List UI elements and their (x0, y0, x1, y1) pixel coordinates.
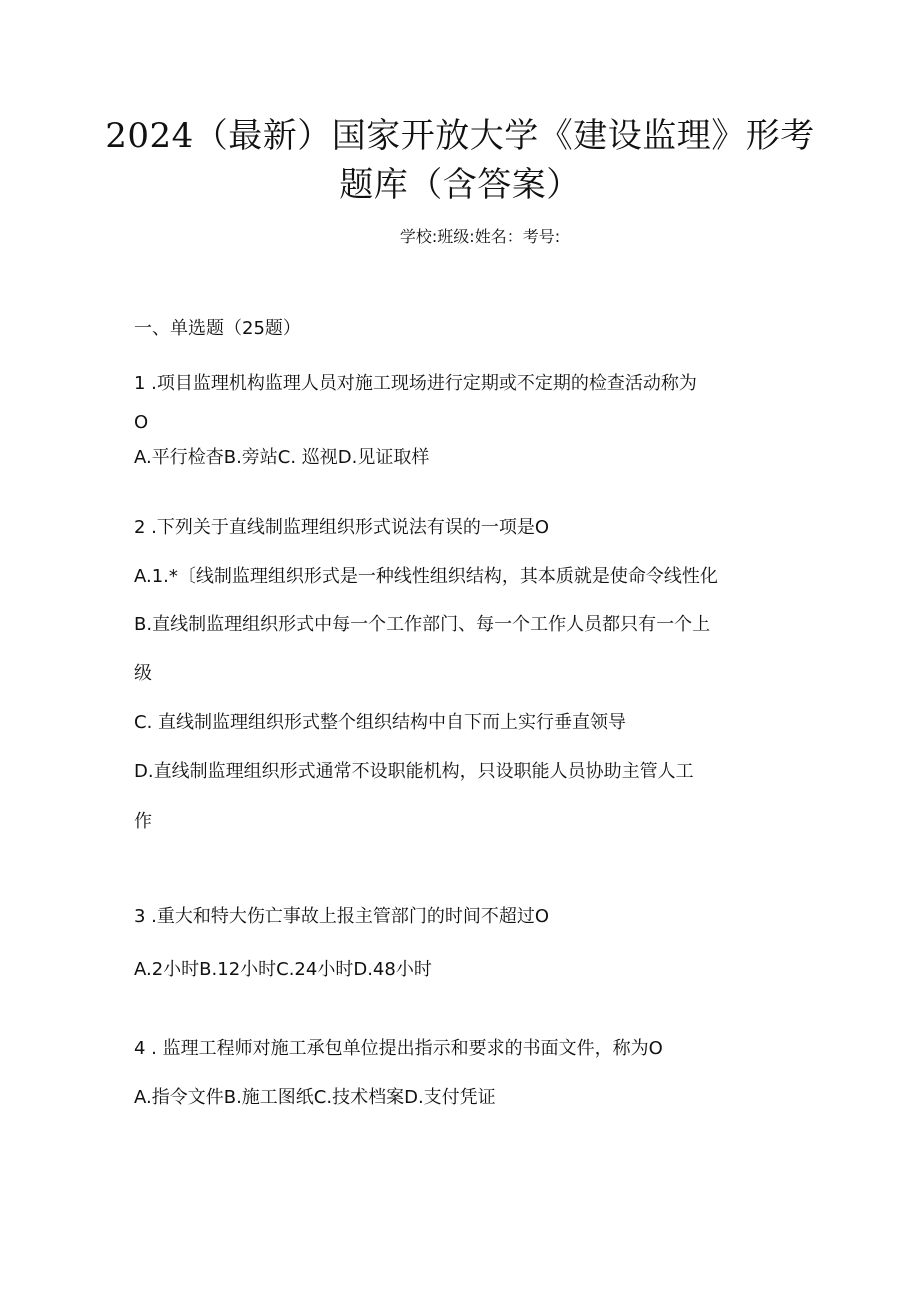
section-heading: 一、单选题（25题） (134, 318, 301, 339)
question-2-option-b-line-1: B.直线制监理组织形式中每一个工作部门、每一个工作人员都只有一个上 (134, 614, 711, 635)
question-1-options: A.平行检杳B.旁站C. 巡视D.见证取样 (134, 447, 430, 468)
question-1-stem-line-2: O (134, 412, 149, 433)
question-2-option-d-line-2: 作 (134, 811, 152, 832)
student-info-line: 学校:班级:姓名：考号: (399, 227, 561, 246)
question-2-option-c: C. 直线制监理组织形式整个组织结构中自下而上实行垂直领导 (134, 712, 627, 733)
question-4-options: A.指令文件B.施工图纸C.技术档案D.支付凭证 (134, 1087, 496, 1108)
document-title-line-2: 题库（含答案） (339, 165, 581, 205)
question-1-stem-line-1: 1 .项目监理机构监理人员对施工现场进行定期或不定期的检查活动称为 (134, 373, 697, 394)
question-2-stem: 2 .下列关于直线制监理组织形式说法有误的一项是O (134, 517, 550, 538)
question-3-options: A.2小时B.12小时C.24小时D.48小时 (134, 959, 432, 980)
question-2-option-d-line-1: D.直线制监理组织形式通常不设职能机构，只设职能人员协助主管人工 (134, 761, 694, 782)
question-4-stem: 4 . 监理工程师对施工承包单位提出指示和要求的书面文件，称为O (134, 1038, 663, 1059)
document-title-line-1: 2024（最新）国家开放大学《建设监理》形考 (105, 116, 815, 156)
question-3-stem: 3 .重大和特大伤亡事故上报主管部门的时间不超过O (134, 906, 550, 927)
question-2-option-b-line-2: 级 (134, 663, 152, 684)
question-2-option-a: A.1.*〔线制监理组织形式是一种线性组织结构，其本质就是使命令线性化 (134, 566, 718, 587)
